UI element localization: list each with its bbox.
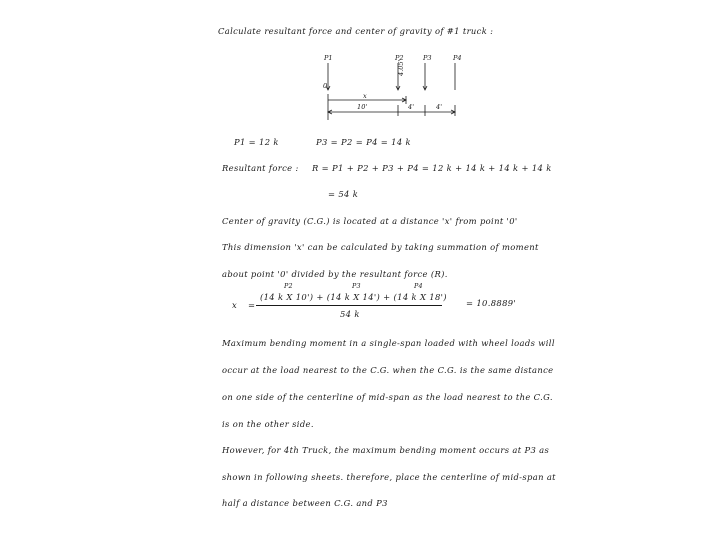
resultant-result: = 54 k bbox=[328, 189, 359, 199]
paragraph-line: occur at the load nearest to the C.G. when the C.G. is the same distance bbox=[222, 365, 554, 375]
formula-p2-label: P2 bbox=[284, 282, 293, 290]
load-p1-value: P1 = 12 k bbox=[234, 137, 279, 147]
rotated-dimension-label: 4.05' bbox=[397, 59, 405, 76]
load-label-p2: P2 bbox=[395, 54, 404, 62]
cg-text-line: Center of gravity (C.G.) is located at a distance 'x' from point '0' bbox=[222, 216, 518, 226]
formula-result: = 10.8889' bbox=[466, 298, 517, 308]
dimension-10-label: 10' bbox=[357, 103, 368, 111]
load-label-p3: P3 bbox=[423, 54, 432, 62]
paragraph-line: is on the other side. bbox=[222, 419, 314, 429]
dimension-4b-label: 4' bbox=[436, 103, 443, 111]
formula-numerator: (14 k X 10') + (14 k X 14') + (14 k X 18') bbox=[260, 292, 447, 302]
paragraph-line: However, for 4th Truck, the maximum bending moment occurs at P3 as bbox=[222, 445, 550, 455]
load-label-p1: P1 bbox=[324, 54, 333, 62]
formula-denominator: 54 k bbox=[340, 309, 360, 319]
formula-p4-label: P4 bbox=[414, 282, 423, 290]
formula-p3-label: P3 bbox=[352, 282, 361, 290]
resultant-label: Resultant force : bbox=[222, 163, 299, 173]
load-others-value: P3 = P2 = P4 = 14 k bbox=[316, 137, 411, 147]
resultant-equation: R = P1 + P2 + P3 + P4 = 12 k + 14 k + 14 k + 14 k bbox=[312, 163, 552, 173]
formula-x-label: x bbox=[232, 300, 238, 310]
page-title: Calculate resultant force and center of gravity of #1 truck : bbox=[218, 26, 494, 36]
cg-text-line: about point '0' divided by the resultant force (R). bbox=[222, 269, 448, 279]
dimension-4a-label: 4' bbox=[408, 103, 415, 111]
dimension-x-label: x bbox=[363, 92, 367, 100]
truck-load-diagram bbox=[312, 50, 472, 122]
origin-label: 0 bbox=[323, 82, 328, 90]
paragraph-line: shown in following sheets. therefore, place the centerline of mid-span at bbox=[222, 472, 556, 482]
paragraph-line: Maximum bending moment in a single-span loaded with wheel loads will bbox=[222, 338, 555, 348]
fraction-bar bbox=[256, 305, 442, 306]
formula-equals: = bbox=[248, 300, 256, 310]
paragraph-line: half a distance between C.G. and P3 bbox=[222, 498, 388, 508]
cg-text-line: This dimension 'x' can be calculated by taking summation of moment bbox=[222, 242, 539, 252]
load-label-p4: P4 bbox=[453, 54, 462, 62]
paragraph-line: on one side of the centerline of mid-span as the load nearest to the C.G. bbox=[222, 392, 553, 402]
